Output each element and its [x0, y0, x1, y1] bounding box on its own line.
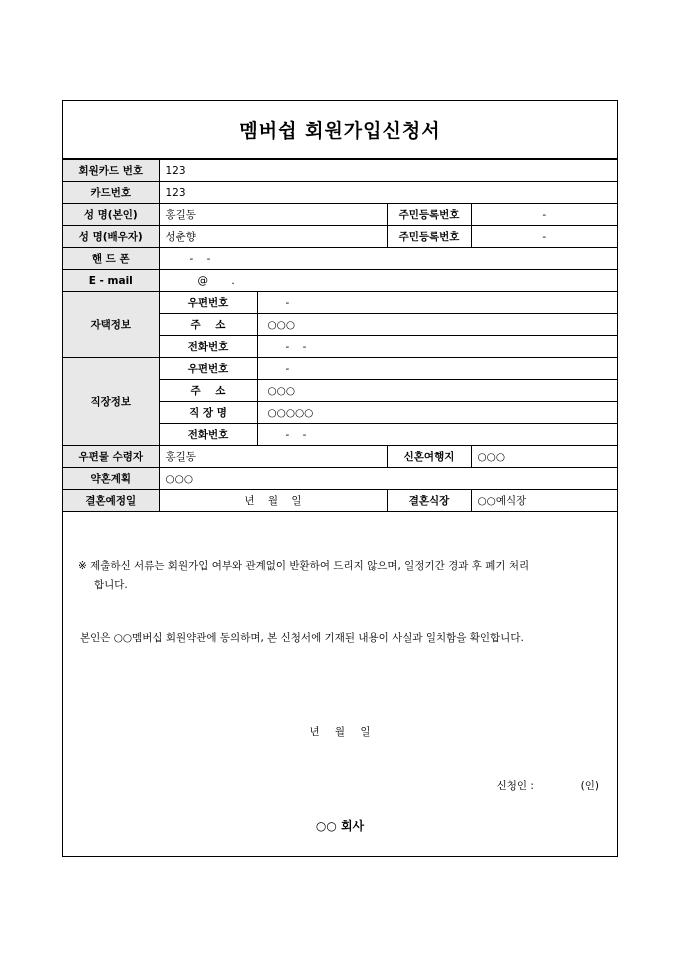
notice-line-2: 합니다. — [94, 579, 128, 591]
application-date: 년 월 일 — [309, 726, 371, 738]
card-no-row — [63, 182, 617, 204]
mail-recipient-label: 우편물 수령자 — [63, 446, 159, 468]
work-company-label: 직 장 명 — [159, 402, 257, 424]
application-table — [63, 159, 617, 512]
work-info-label: 직장정보 — [63, 358, 159, 446]
form-title: 멤버쉽 회원가입신청서 — [63, 101, 617, 159]
membership-application-form — [62, 100, 618, 857]
home-postcode-row — [63, 292, 617, 314]
wedding-date-label: 결혼예정일 — [63, 490, 159, 512]
member-card-value[interactable]: 123 — [159, 160, 617, 182]
home-address-value[interactable]: ○○○ — [257, 314, 617, 336]
work-phone-value[interactable]: - - — [257, 424, 617, 446]
wedding-date-value[interactable]: 년 월 일 — [159, 490, 387, 512]
email-row — [63, 270, 617, 292]
wedding-venue-label: 결혼식장 — [387, 490, 471, 512]
work-phone-label: 전화번호 — [159, 424, 257, 446]
member-card-row — [63, 160, 617, 182]
work-address-label: 주 소 — [159, 380, 257, 402]
card-no-label: 카드번호 — [63, 182, 159, 204]
engagement-row — [63, 468, 617, 490]
name-spouse-label: 성 명(배우자) — [63, 226, 159, 248]
mail-recipient-row — [63, 446, 617, 468]
wedding-venue-value[interactable]: ○○예식장 — [471, 490, 617, 512]
member-card-label: 회원카드 번호 — [63, 160, 159, 182]
engagement-value[interactable]: ○○○ — [159, 468, 617, 490]
notice-line-1: ※ 제출하신 서류는 회원가입 여부와 관계없이 반환하여 드리지 않으며, 일정기간 경과 후 폐기 처리 — [78, 560, 530, 572]
honeymoon-label: 신혼여행지 — [387, 446, 471, 468]
card-no-value[interactable]: 123 — [159, 182, 617, 204]
name-spouse-value[interactable]: 성춘향 — [159, 226, 387, 248]
id-self-label: 주민등록번호 — [387, 204, 471, 226]
home-info-label: 자택정보 — [63, 292, 159, 358]
home-phone-label: 전화번호 — [159, 336, 257, 358]
name-spouse-row — [63, 226, 617, 248]
handphone-label: 핸 드 폰 — [63, 248, 159, 270]
work-address-value[interactable]: ○○○ — [257, 380, 617, 402]
notice-text — [78, 557, 608, 595]
id-spouse-value[interactable]: - — [471, 226, 617, 248]
applicant-signature: 신청인 : (인) — [496, 780, 599, 792]
wedding-row — [63, 490, 617, 512]
consent-text: 본인은 ○○멤버십 회원약관에 동의하며, 본 신청서에 기재된 내용이 사실과 일치함을 확인합니다. — [80, 632, 524, 644]
home-postcode-value[interactable]: - — [257, 292, 617, 314]
honeymoon-value[interactable]: ○○○ — [471, 446, 617, 468]
home-address-label: 주 소 — [159, 314, 257, 336]
handphone-value[interactable]: - - — [159, 248, 617, 270]
handphone-row — [63, 248, 617, 270]
work-postcode-value[interactable]: - — [257, 358, 617, 380]
work-company-value[interactable]: ○○○○○ — [257, 402, 617, 424]
work-postcode-label: 우편번호 — [159, 358, 257, 380]
name-self-value[interactable]: 홍길동 — [159, 204, 387, 226]
name-self-row — [63, 204, 617, 226]
home-phone-value[interactable]: - - — [257, 336, 617, 358]
mail-recipient-value[interactable]: 홍길동 — [159, 446, 387, 468]
id-spouse-label: 주민등록번호 — [387, 226, 471, 248]
company-name: ○○ 회사 — [315, 819, 365, 833]
name-self-label: 성 명(본인) — [63, 204, 159, 226]
email-value[interactable]: @ . — [159, 270, 617, 292]
id-self-value[interactable]: - — [471, 204, 617, 226]
engagement-label: 약혼계획 — [63, 468, 159, 490]
work-postcode-row — [63, 358, 617, 380]
home-postcode-label: 우편번호 — [159, 292, 257, 314]
email-label: E - mail — [63, 270, 159, 292]
